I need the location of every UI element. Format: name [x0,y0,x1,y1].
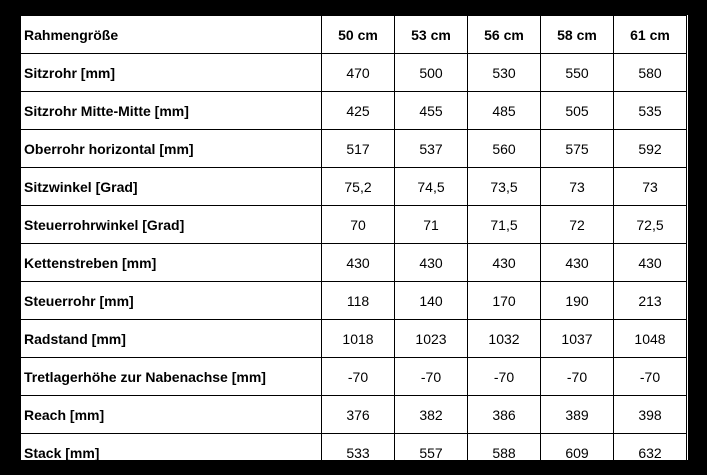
value-cell: 71,5 [468,206,541,244]
row-label-cell: Oberrohr horizontal [mm] [21,130,322,168]
value-cell: 575 [541,130,614,168]
value-cell: 1032 [468,320,541,358]
value-cell: 72,5 [614,206,687,244]
value-cell: 190 [541,282,614,320]
value-cell: 73,5 [468,168,541,206]
table-row [21,320,687,358]
value-cell: 609 [541,434,614,472]
value-cell: 71 [395,206,468,244]
table-row [21,396,687,434]
value-cell: 592 [614,130,687,168]
value-cell: 470 [322,54,395,92]
header-label-cell: Rahmengröße [21,16,322,54]
table-row [21,168,687,206]
table-row [21,206,687,244]
geometry-table-frame [20,15,688,460]
value-cell: -70 [541,358,614,396]
row-label-cell: Radstand [mm] [21,320,322,358]
header-size-cell: 58 cm [541,16,614,54]
value-cell: 560 [468,130,541,168]
value-cell: 73 [541,168,614,206]
value-cell: 170 [468,282,541,320]
value-cell: 386 [468,396,541,434]
value-cell: 382 [395,396,468,434]
value-cell: 580 [614,54,687,92]
frame-geometry-table [20,15,687,472]
table-row [21,54,687,92]
header-size-cell: 53 cm [395,16,468,54]
value-cell: 535 [614,92,687,130]
table-row [21,434,687,472]
value-cell: 632 [614,434,687,472]
value-cell: 376 [322,396,395,434]
value-cell: 500 [395,54,468,92]
value-cell: 72 [541,206,614,244]
value-cell: 74,5 [395,168,468,206]
value-cell: 530 [468,54,541,92]
row-label-cell: Sitzwinkel [Grad] [21,168,322,206]
value-cell: 213 [614,282,687,320]
value-cell: 430 [395,244,468,282]
value-cell: 70 [322,206,395,244]
value-cell: 550 [541,54,614,92]
value-cell: 425 [322,92,395,130]
header-size-cell: 50 cm [322,16,395,54]
row-label-cell: Tretlagerhöhe zur Nabenachse [mm] [21,358,322,396]
value-cell: 533 [322,434,395,472]
value-cell: 537 [395,130,468,168]
table-header-row [21,16,687,54]
value-cell: 517 [322,130,395,168]
value-cell: 430 [541,244,614,282]
row-label-cell: Steuerrohr [mm] [21,282,322,320]
value-cell: 430 [468,244,541,282]
table-row [21,130,687,168]
value-cell: 389 [541,396,614,434]
value-cell: 1037 [541,320,614,358]
value-cell: -70 [322,358,395,396]
value-cell: 485 [468,92,541,130]
value-cell: 140 [395,282,468,320]
value-cell: -70 [395,358,468,396]
table-row [21,358,687,396]
value-cell: 1018 [322,320,395,358]
row-label-cell: Sitzrohr Mitte-Mitte [mm] [21,92,322,130]
header-size-cell: 56 cm [468,16,541,54]
table-row [21,244,687,282]
row-label-cell: Stack [mm] [21,434,322,472]
row-label-cell: Reach [mm] [21,396,322,434]
value-cell: 430 [322,244,395,282]
value-cell: 1023 [395,320,468,358]
value-cell: 75,2 [322,168,395,206]
value-cell: 505 [541,92,614,130]
header-size-cell: 61 cm [614,16,687,54]
value-cell: 118 [322,282,395,320]
value-cell: 430 [614,244,687,282]
value-cell: 557 [395,434,468,472]
row-label-cell: Sitzrohr [mm] [21,54,322,92]
value-cell: 73 [614,168,687,206]
table-row [21,92,687,130]
table-body [21,16,687,472]
value-cell: 398 [614,396,687,434]
table-row [21,282,687,320]
value-cell: 455 [395,92,468,130]
value-cell: 588 [468,434,541,472]
row-label-cell: Steuerrohrwinkel [Grad] [21,206,322,244]
value-cell: 1048 [614,320,687,358]
value-cell: -70 [468,358,541,396]
row-label-cell: Kettenstreben [mm] [21,244,322,282]
value-cell: -70 [614,358,687,396]
